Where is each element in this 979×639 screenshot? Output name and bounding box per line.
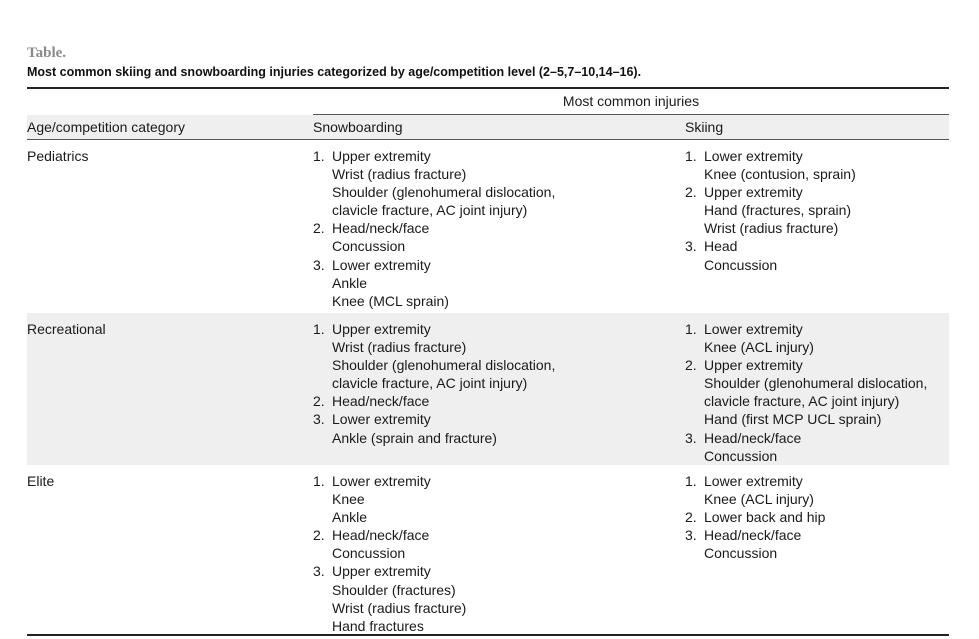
category-cell: Pediatrics <box>27 148 89 164</box>
injury-list-item <box>313 147 555 219</box>
injury-detail: clavicle fracture, AC joint injury) <box>704 393 900 410</box>
injury-list-item <box>685 508 825 526</box>
list-item-number: 1. <box>313 321 325 337</box>
injury-region: Lower extremity <box>704 148 803 164</box>
injury-detail: Hand (first MCP UCL sprain) <box>704 411 882 428</box>
injury-region: Head/neck/face <box>332 220 430 237</box>
injury-list-item <box>313 392 555 410</box>
category-cell: Recreational <box>27 321 106 337</box>
injury-region: Lower extremity <box>332 473 431 489</box>
injury-list-item <box>313 472 466 526</box>
list-item-number: 2. <box>685 509 697 526</box>
list-item-number: 3. <box>685 429 697 446</box>
injury-region: Head/neck/face <box>704 527 802 544</box>
bottom-rule <box>27 634 949 636</box>
list-item-number: 3. <box>313 563 325 580</box>
injury-detail: Shoulder (glenohumeral dislocation, <box>332 184 556 201</box>
injury-region: Upper extremity <box>704 184 803 201</box>
injury-detail: Knee (MCL sprain) <box>332 292 449 309</box>
snowboarding-cell <box>313 472 466 635</box>
injury-region: Upper extremity <box>332 321 431 337</box>
injury-region: Lower back and hip <box>704 509 826 526</box>
injury-region: Lower extremity <box>332 256 431 273</box>
group-header-rule <box>313 114 949 115</box>
injury-detail: Knee (ACL injury) <box>704 339 814 356</box>
injury-region: Upper extremity <box>332 563 431 580</box>
table-row-recreational <box>27 313 949 465</box>
injury-list-item <box>685 183 856 237</box>
injury-region: Head/neck/face <box>704 429 802 446</box>
injury-list-item <box>313 526 466 562</box>
list-item-number: 1. <box>685 148 697 164</box>
injury-detail: Wrist (radius fracture) <box>332 339 467 356</box>
list-item-number: 1. <box>685 321 697 337</box>
injury-list-item <box>313 562 466 634</box>
injury-region: Head <box>704 238 738 255</box>
injury-list <box>685 472 825 562</box>
injury-detail: Knee (contusion, sprain) <box>704 166 856 183</box>
injury-detail: Hand fractures <box>332 617 424 634</box>
list-item-number: 2. <box>685 357 697 374</box>
injury-list-item <box>313 410 555 446</box>
list-item-number: 2. <box>685 184 697 201</box>
injury-detail: Concussion <box>704 256 778 273</box>
injury-list <box>313 147 555 310</box>
injury-detail: Concussion <box>704 447 778 464</box>
injury-detail: Shoulder (glenohumeral dislocation, <box>704 375 928 392</box>
injury-region: Lower extremity <box>332 411 431 428</box>
list-item-number: 3. <box>685 238 697 255</box>
injury-region: Upper extremity <box>704 357 803 374</box>
list-item-number: 1. <box>685 473 697 489</box>
injury-list-item <box>685 147 856 183</box>
snowboarding-cell <box>313 320 555 447</box>
injury-region: Lower extremity <box>704 473 803 489</box>
injury-detail: Concussion <box>332 545 406 562</box>
injury-detail: Hand (fractures, sprain) <box>704 202 852 219</box>
skiing-cell <box>685 147 856 274</box>
list-item-number: 2. <box>313 527 325 544</box>
injury-list-item <box>313 320 555 392</box>
list-item-number: 2. <box>313 393 325 410</box>
category-cell: Elite <box>27 473 55 489</box>
snowboarding-cell <box>313 147 555 310</box>
injury-detail: Wrist (radius fracture) <box>704 220 839 237</box>
table-label: Table. <box>27 45 67 61</box>
column-header-category: Age/competition category <box>27 119 185 135</box>
injury-detail: Shoulder (fractures) <box>332 581 456 598</box>
injury-list <box>313 472 466 635</box>
injury-list <box>685 320 927 465</box>
injury-region: Lower extremity <box>704 321 803 337</box>
list-item-number: 1. <box>313 148 325 164</box>
injury-detail: clavicle fracture, AC joint injury) <box>332 375 528 392</box>
injury-detail: Knee (ACL injury) <box>704 491 814 508</box>
injury-detail: Wrist (radius fracture) <box>332 166 467 183</box>
list-item-number: 2. <box>313 220 325 237</box>
injury-detail: Shoulder (glenohumeral dislocation, <box>332 357 556 374</box>
list-item-number: 3. <box>313 256 325 273</box>
list-item-number: 1. <box>313 473 325 489</box>
injury-detail: Wrist (radius fracture) <box>332 599 467 616</box>
injury-list-item <box>685 526 825 562</box>
column-header-snowboarding: Snowboarding <box>313 119 403 135</box>
injury-list <box>313 320 555 447</box>
injury-detail: Concussion <box>332 238 406 255</box>
list-item-number: 3. <box>685 527 697 544</box>
injury-list-item <box>685 429 927 465</box>
injury-list-item <box>685 320 927 356</box>
injury-region: Head/neck/face <box>332 393 430 410</box>
injury-list <box>685 147 856 274</box>
skiing-cell <box>685 320 927 465</box>
injury-list-item <box>685 237 856 273</box>
injury-list-item <box>313 219 555 255</box>
injury-region: Head/neck/face <box>332 527 430 544</box>
injury-list-item <box>685 472 825 508</box>
injury-detail: Ankle <box>332 509 368 526</box>
injury-detail: Ankle <box>332 274 368 291</box>
injury-detail: Concussion <box>704 545 778 562</box>
injury-detail: Ankle (sprain and fracture) <box>332 429 497 446</box>
injury-list-item <box>685 356 927 428</box>
injury-region: Upper extremity <box>332 148 431 164</box>
injury-list-item <box>313 256 555 310</box>
skiing-cell <box>685 472 825 562</box>
injury-detail: Knee <box>332 491 365 508</box>
top-rule <box>27 87 949 89</box>
table-row-pediatrics <box>27 140 949 313</box>
table-row-elite <box>27 465 949 634</box>
group-header-most-common-injuries: Most common injuries <box>562 93 700 109</box>
column-header-skiing: Skiing <box>685 119 724 135</box>
list-item-number: 3. <box>313 411 325 428</box>
table-caption: Most common skiing and snowboarding injuries categorized by age/competition level (2–5,7–10,14–16). <box>27 65 642 79</box>
injury-detail: clavicle fracture, AC joint injury) <box>332 202 528 219</box>
